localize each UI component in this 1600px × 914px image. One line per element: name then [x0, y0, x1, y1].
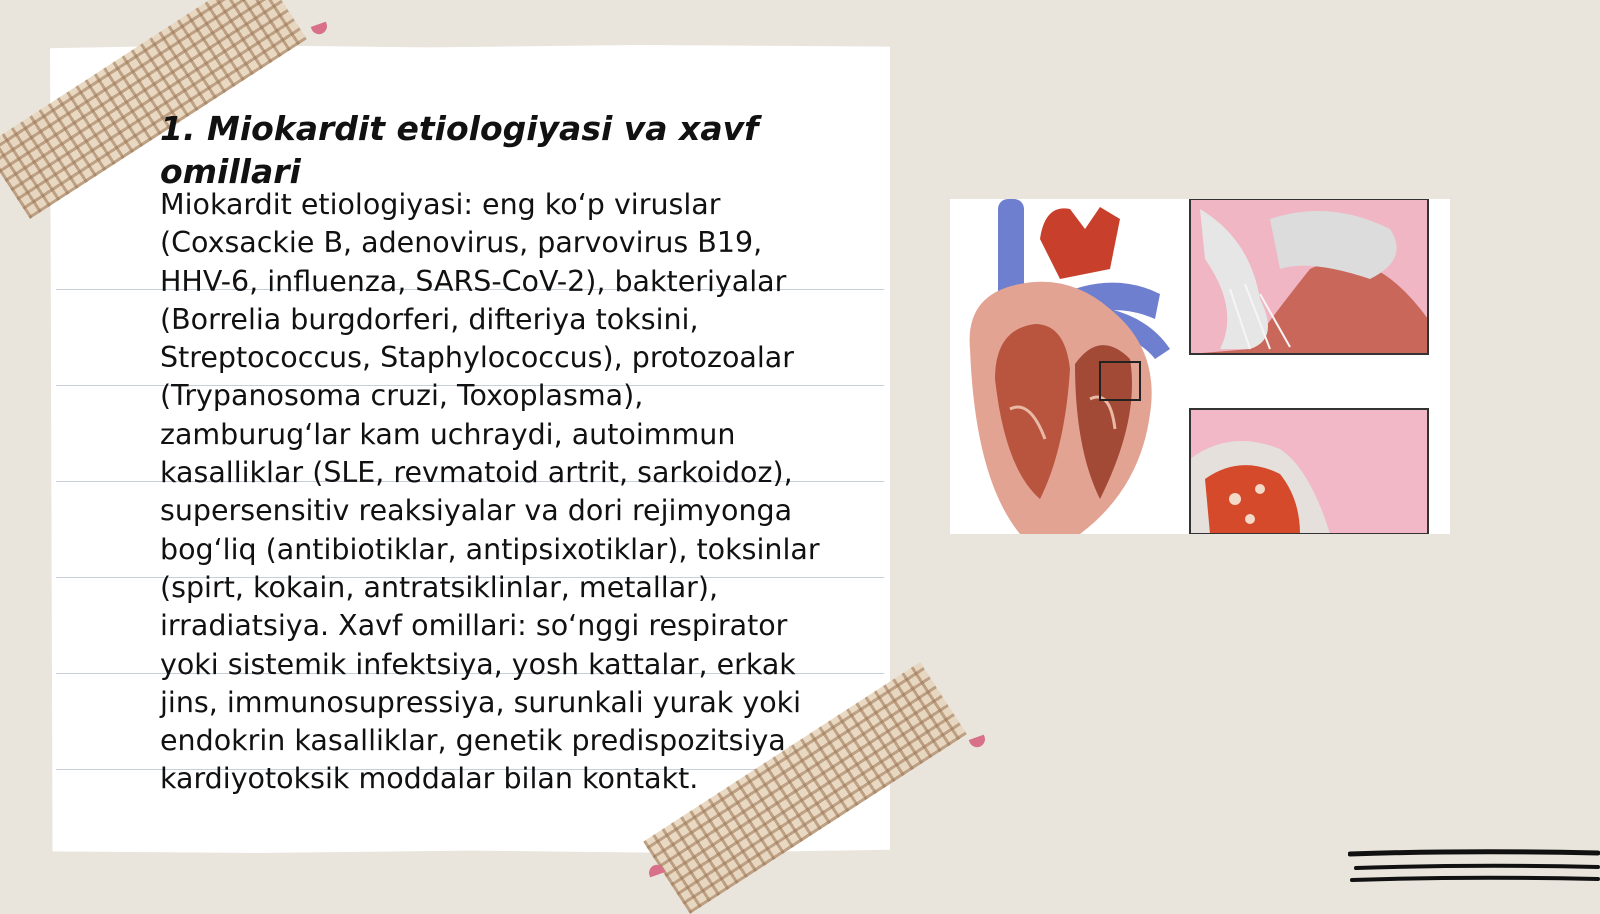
- pin-icon: [969, 735, 987, 750]
- slide-title: 1. Miokardit etiologiyasi va xavf omillari: [160, 109, 759, 191]
- slide-body-text: Miokardit etiologiyasi: eng ko‘p viruslar (Coxsackie B, adenovirus, parvovirus B19, HHV-6, influenza, SARS-CoV-2), bakteriyalar (Borrelia burgdorferi, difteriya toksini, Streptococcus, Staphylococcus), protozoalar (Trypanosoma cruzi, Toxoplasma), zamburug‘lar kam uchraydi, autoimmun kasalliklar (SLE, revmatoid artrit, sarkoidoz), supersensitiv reaksiyalar va dori rejimyonga bog‘liq (antibiotiklar, antipsixotiklar), toksinlar (spirt, kokain, antratsiklinlar, metallar), irradiatsiya. Xavf omillari: so‘nggi respirator yoki sistemik infektsiya, yosh kattalar, erkak jins, immunosupressiya, surunkali yurak yoki endokrin kasalliklar, genetik predispozitsiya, kardiyotoksik moddalar bilan kontakt.: [160, 188, 820, 796]
- pin-icon: [311, 22, 329, 37]
- heart-anatomy-icon: [950, 199, 1450, 534]
- heart-anatomy-illustration: [950, 199, 1450, 534]
- ink-scribble-decoration: [1348, 848, 1600, 888]
